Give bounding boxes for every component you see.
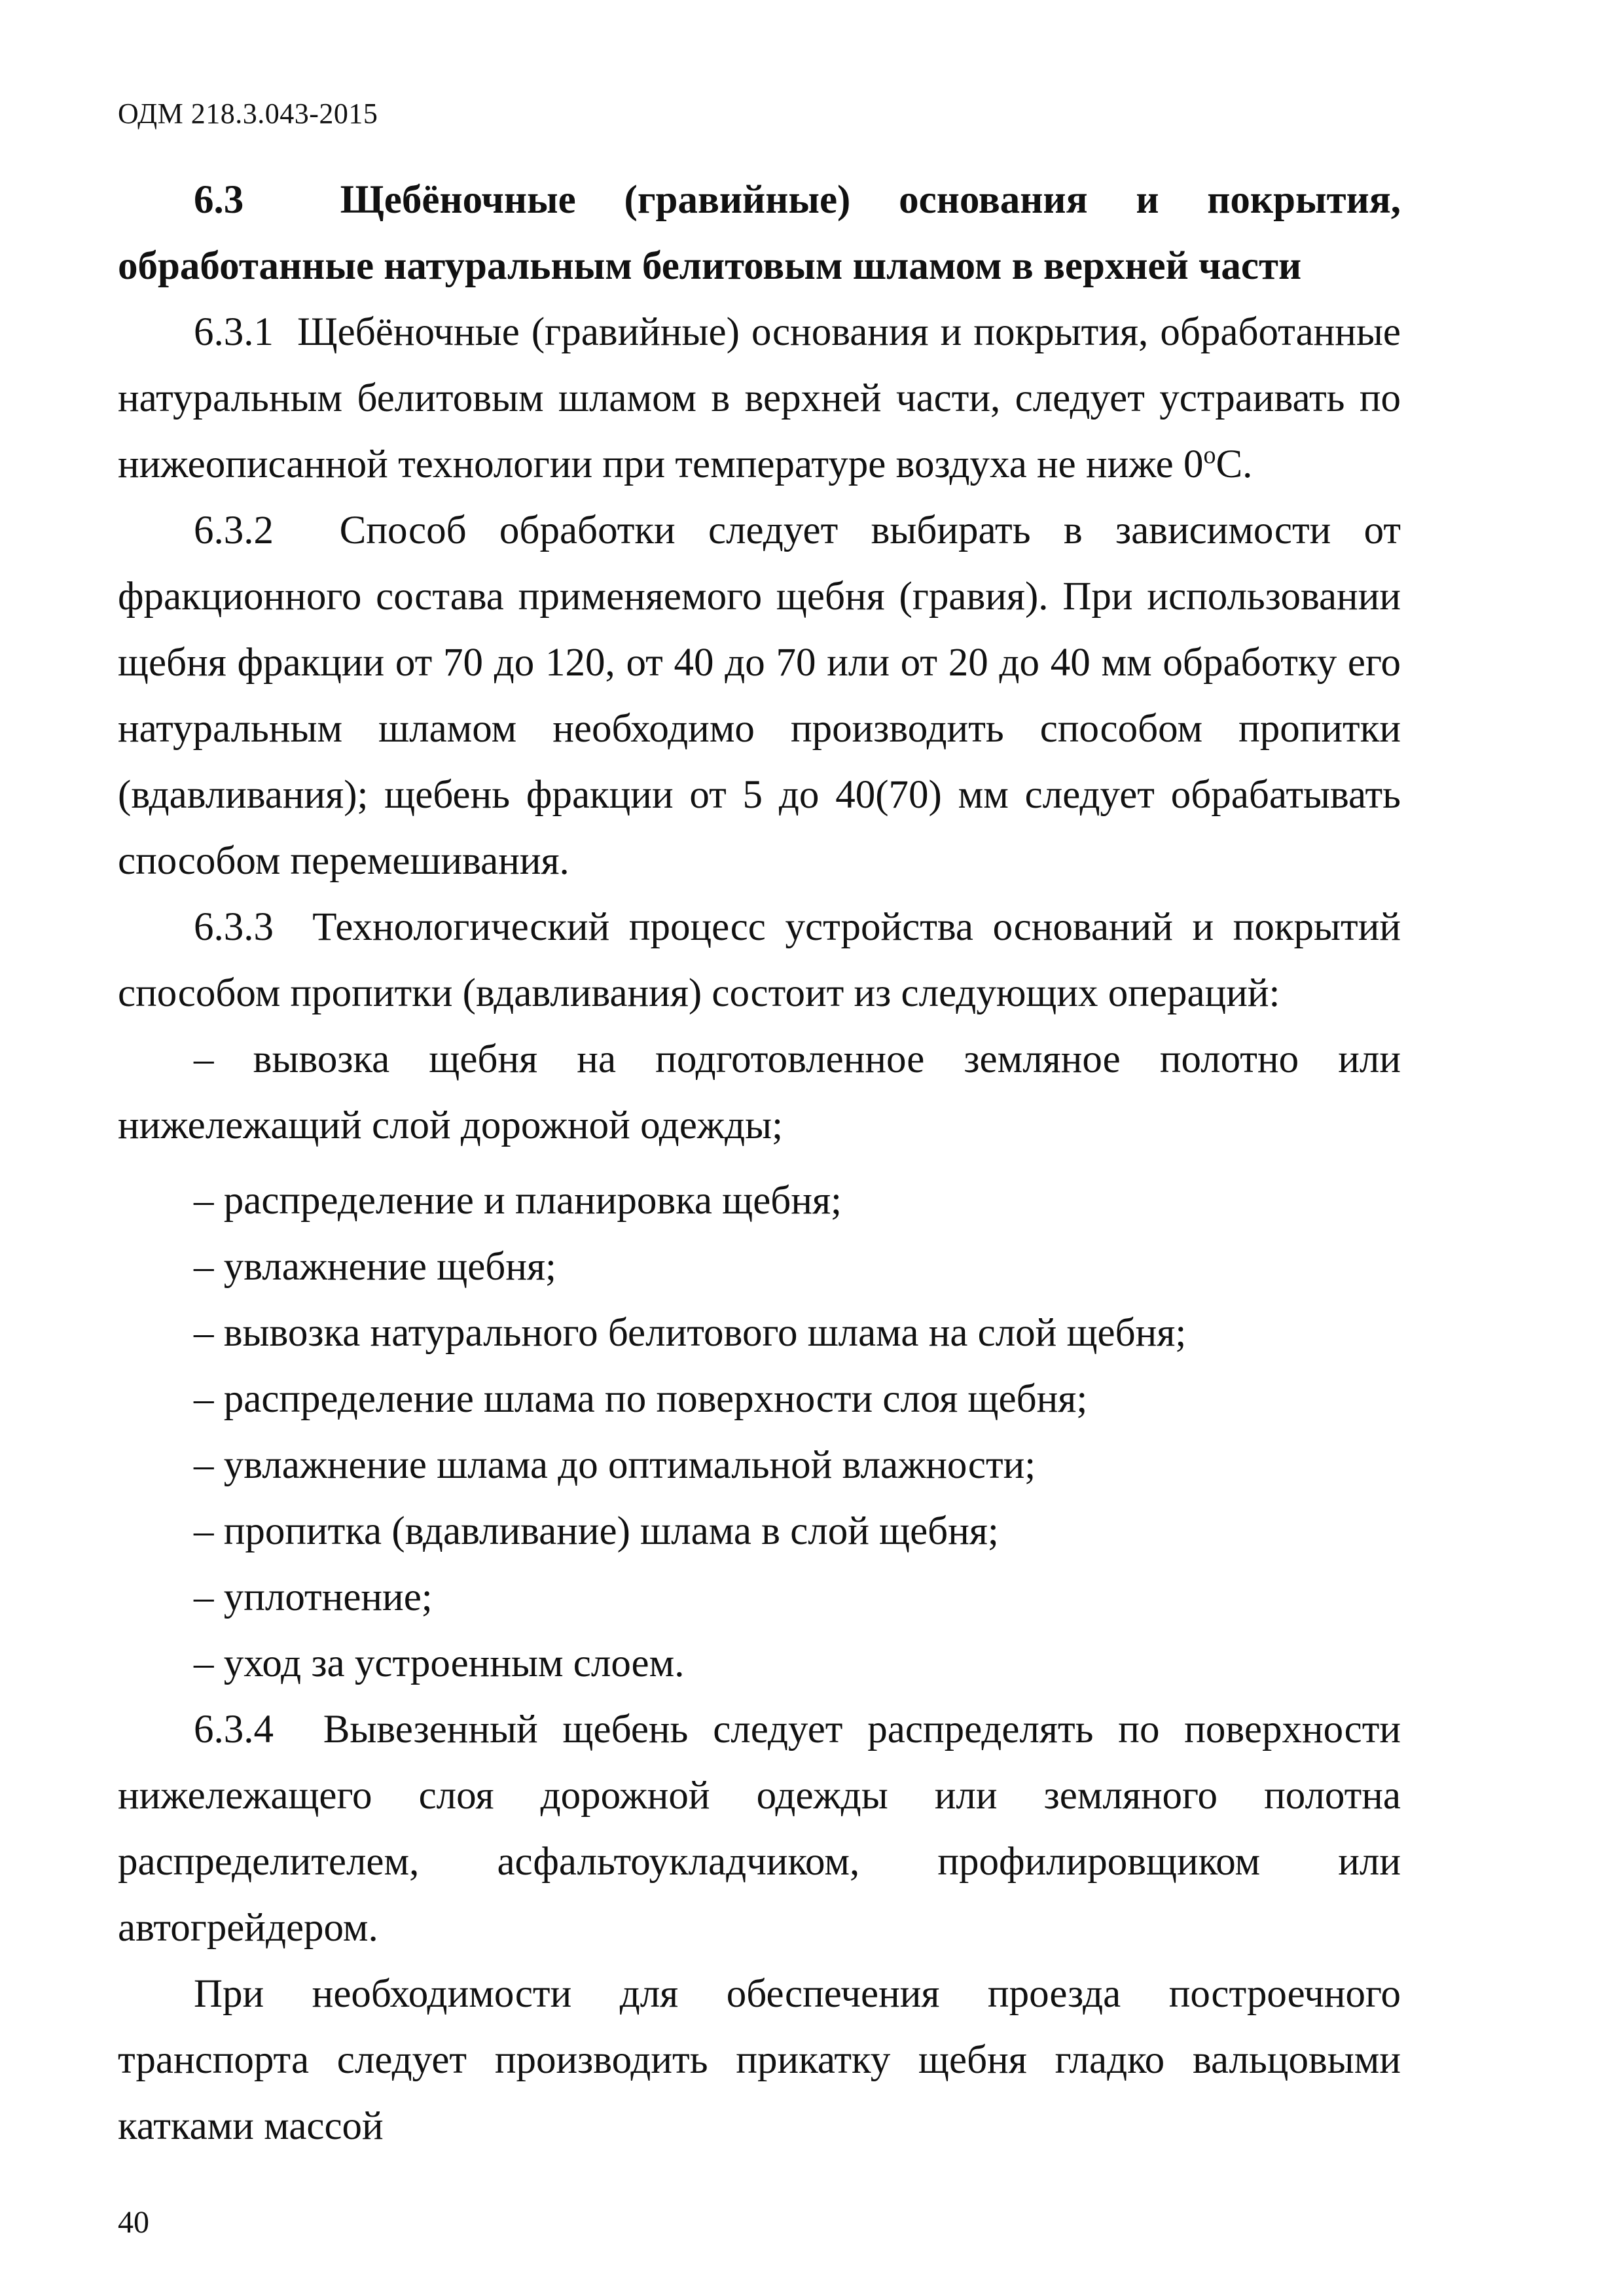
paragraph-6-3-2: 6.3.2 Способ обработки следует выбирать в зависимости от фракционного состава применяемого щебня (гравия). При использовании щебня фракции от 70 до 120, от 40 до 70 или от 20 до 40 мм обработку его натуральным шламом необходимо производить способом пропитки (вдавливания); щебень фракции от 5 до 40(70) мм следует обрабатывать способом перемешивания. — [118, 509, 1401, 883]
paragraph-6-3-1-tail: С. — [1216, 442, 1253, 486]
list-item: – увлажнение щебня; — [194, 1245, 556, 1289]
paragraph-6-3-4: 6.3.4 Вывезенный щебень следует распределять по поверхности нижележащего слоя дорожной одежды или земляного полотна распределителем, асфальтоукладчиком, профилировщиком или автогрейдером. — [118, 1708, 1401, 1950]
paragraph-6-3-1-text: 6.3.1 Щебёночные (гравийные) основания и покрытия, обработанные натуральным белитовым шламом в верхней части, следует устраивать по нижеописанной технологии при температуре воздуха не ниже 0 — [118, 310, 1401, 486]
list-item: – распределение и планировка щебня; — [194, 1179, 842, 1223]
list-item: – уход за устроенным слоем. — [194, 1641, 685, 1685]
list-item: – увлажнение шлама до оптимальной влажности; — [194, 1443, 1036, 1487]
list-item: – вывозка щебня на подготовленное земляное полотно или нижележащий слой дорожной одежды; — [118, 1037, 1401, 1147]
list-item: – вывозка натурального белитового шлама на слой щебня; — [194, 1311, 1187, 1355]
document-body — [118, 167, 1401, 2159]
list-item: – пропитка (вдавливание) шлама в слой щебня; — [194, 1509, 999, 1553]
list-item: – уплотнение; — [194, 1575, 433, 1619]
page-number: 40 — [118, 2205, 149, 2240]
paragraph-6-3-3: 6.3.3 Технологический процесс устройства оснований и покрытий способом пропитки (вдавливания) состоит из следующих операций: — [118, 905, 1401, 1015]
section-heading: 6.3 Щебёночные (гравийные) основания и покрытия, обработанные натуральным белитовым шламом в верхней части — [118, 178, 1401, 288]
document-code: ОДМ 218.3.043-2015 — [118, 98, 378, 130]
paragraph-6-3-1 — [118, 299, 1401, 497]
list-item: – распределение шлама по поверхности слоя щебня; — [194, 1377, 1088, 1421]
paragraph-last: При необходимости для обеспечения проезда построечного транспорта следует производить прикатку щебня гладко вальцовыми катками массой — [118, 1972, 1401, 2148]
degree-superscript: o — [1203, 441, 1216, 469]
